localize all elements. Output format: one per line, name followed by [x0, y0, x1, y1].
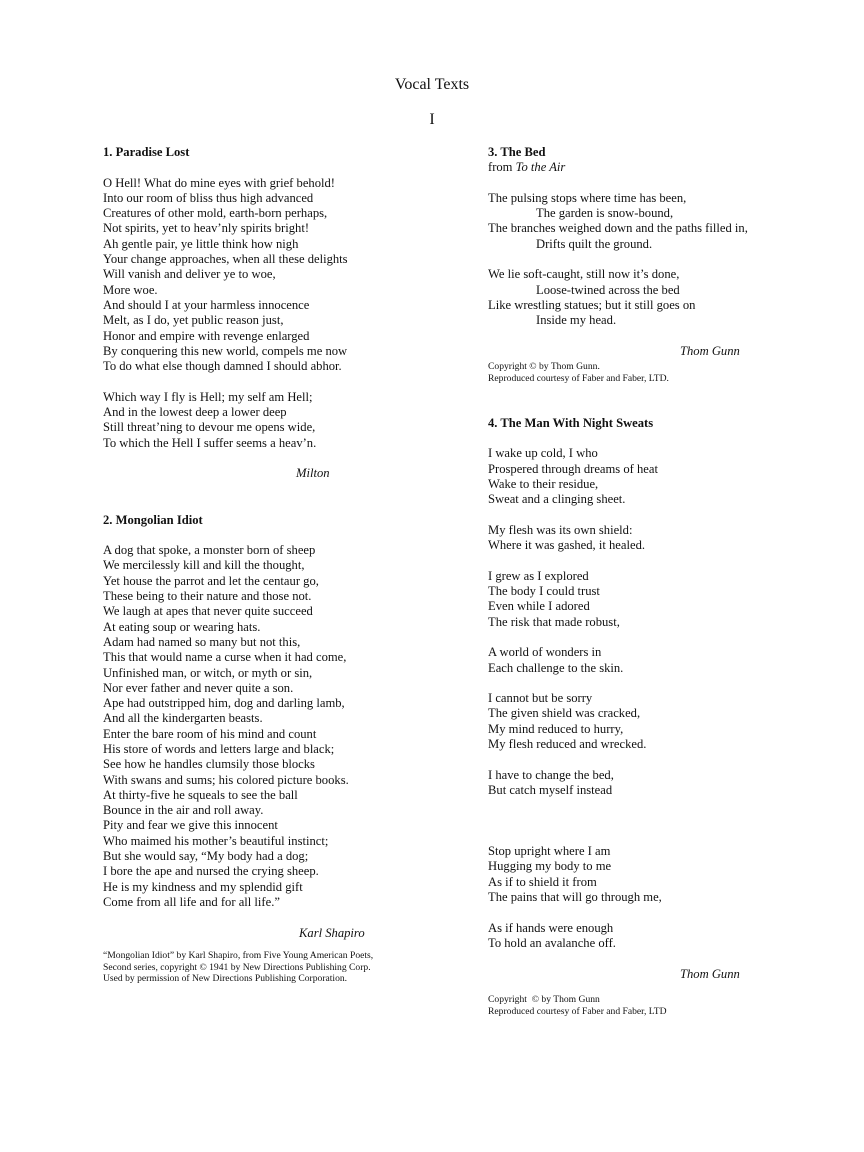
verse-line: By conquering this new world, compels me now [103, 343, 348, 358]
stanza [103, 543, 433, 910]
left-column [103, 145, 433, 985]
poem-paradise-lost [103, 145, 433, 482]
stanza [488, 691, 788, 752]
verse-line: The body I could trust [488, 584, 600, 599]
copyright-credit [488, 994, 788, 1018]
verse-line-indented: Loose-twined across the bed [536, 282, 680, 297]
poem-title: 4. The Man With Night Sweats [488, 415, 654, 430]
verse-line: Nor ever father and never quite a son. [103, 680, 294, 695]
poem-title: 1. Paradise Lost [103, 145, 190, 159]
poem-man-with-night-sweats [488, 416, 788, 1018]
verse-line: We laugh at apes that never quite succeed [103, 604, 313, 619]
credit-line: Reproduced courtesy of Faber and Faber, LTD [488, 1005, 667, 1017]
verse-line: To do what else though damned I should abhor. [103, 359, 342, 374]
source-prefix: from [488, 160, 516, 175]
verse-line-indented: The garden is snow-bound, [536, 206, 674, 221]
verse-line: Sweat and a clinging sheet. [488, 492, 626, 507]
poem-title: 3. The Bed [488, 145, 546, 159]
verse-line: Come from all life and for all life.” [103, 894, 280, 909]
verse-line: But she would say, “My body had a dog; [103, 849, 309, 864]
verse-line: I wake up cold, I who [488, 446, 598, 461]
verse-line: Enter the bare room of his mind and count [103, 726, 317, 741]
verse-line: The pains that will go through me, [488, 890, 662, 905]
credit-line: “Mongolian Idiot” by Karl Shapiro, from Five Young American Poets, [103, 949, 374, 961]
stanza [103, 176, 433, 375]
verse-line: Which way I fly is Hell; my self am Hell; [103, 389, 313, 404]
verse-line: Adam had named so many but not this, [103, 634, 301, 649]
verse-line: The given shield was cracked, [488, 706, 641, 721]
stanza [488, 267, 788, 328]
verse-line: Ape had outstripped him, dog and darling lamb, [103, 696, 345, 711]
verse-line: Like wrestling statues; but it still goes on [488, 297, 696, 312]
source-title: To the Air [515, 160, 566, 175]
verse-line: And all the kindergarten beasts. [103, 711, 263, 726]
copyright-credit [488, 361, 788, 385]
verse-line: Will vanish and deliver ye to woe, [103, 267, 276, 282]
stanza [488, 921, 788, 952]
verse-line: These being to their nature and those not. [103, 589, 312, 604]
verse-line: Ah gentle pair, ye little think how nigh [103, 236, 299, 251]
verse-line: And should I at your harmless innocence [103, 297, 310, 312]
stanza [488, 446, 788, 507]
verse-line: My mind reduced to hurry, [488, 721, 624, 736]
poem-author: Thom Gunn [680, 343, 740, 358]
verse-line: The pulsing stops where time has been, [488, 190, 687, 205]
verse-line: Honor and empire with revenge enlarged [103, 328, 310, 343]
verse-line-indented: Inside my head. [536, 313, 617, 328]
poem-the-bed [488, 145, 788, 385]
verse-line: At thirty-five he squeals to see the ball [103, 787, 298, 802]
stanza [488, 191, 788, 252]
verse-line: Still threat’ning to devour me opens wide, [103, 420, 316, 435]
verse-line: Yet house the parrot and let the centaur go, [103, 573, 319, 588]
verse-line: And in the lowest deep a lower deep [103, 405, 287, 420]
stanza [488, 844, 788, 905]
verse-line: Your change approaches, when all these delights [103, 252, 348, 267]
credit-line: Used by permission of New Directions Publishing Corporation. [103, 973, 348, 985]
verse-line: As if hands were enough [488, 920, 614, 935]
verse-line: I cannot but be sorry [488, 691, 593, 706]
verse-line: More woe. [103, 282, 158, 297]
credit-line: Second series, copyright © 1941 by New Directions Publishing Corp. [103, 961, 371, 973]
poem-author: Karl Shapiro [299, 925, 365, 940]
verse-line: See how he handles clumsily those blocks [103, 757, 315, 772]
verse-line: Into our room of bliss thus high advanced [103, 190, 314, 205]
verse-line: His store of words and letters large and black; [103, 741, 335, 756]
verse-line: To hold an avalanche off. [488, 935, 616, 950]
verse-line: Each challenge to the skin. [488, 660, 624, 675]
verse-line: My flesh was its own shield: [488, 522, 633, 537]
verse-line: The branches weighed down and the paths filled in, [488, 221, 748, 236]
section-numeral: I [429, 111, 435, 128]
credit-line: Reproduced courtesy of Faber and Faber, LTD. [488, 372, 669, 384]
verse-line: I grew as I explored [488, 568, 589, 583]
verse-line: But catch myself instead [488, 782, 613, 797]
verse-line: Who maimed his mother’s beautiful instinct; [103, 833, 329, 848]
page-title: Vocal Texts [394, 76, 470, 93]
poem-title: 2. Mongolian Idiot [103, 512, 203, 527]
verse-line: A dog that spoke, a monster born of sheep [103, 543, 316, 558]
poem-author: Milton [296, 466, 330, 481]
stanza [103, 390, 433, 451]
credit-line: Copyright © by Thom Gunn [488, 993, 600, 1005]
stanza [488, 569, 788, 630]
verse-line: The risk that made robust, [488, 614, 620, 629]
verse-line: Where it was gashed, it healed. [488, 538, 646, 553]
verse-line: Not spirits, yet to heav’nly spirits bright! [103, 221, 310, 236]
verse-line: Pity and fear we give this innocent [103, 818, 278, 833]
credit-line: Copyright © by Thom Gunn. [488, 361, 600, 373]
stanza [488, 768, 788, 799]
verse-line: O Hell! What do mine eyes with grief behold! [103, 175, 335, 190]
verse-line: With swans and sums; his colored picture books. [103, 772, 349, 787]
verse-line: I bore the ape and nursed the crying sheep. [103, 864, 319, 879]
verse-line: A world of wonders in [488, 645, 602, 660]
poem-source [488, 160, 788, 175]
verse-line-indented: Drifts quilt the ground. [536, 236, 653, 251]
verse-line: Prospered through dreams of heat [488, 461, 658, 476]
verse-line: Melt, as I do, yet public reason just, [103, 313, 284, 328]
right-column [488, 145, 788, 1017]
copyright-credit [103, 950, 433, 985]
verse-line: This that would name a curse when it had come, [103, 650, 347, 665]
verse-line: Even while I adored [488, 599, 590, 614]
verse-line: I have to change the bed, [488, 767, 614, 782]
verse-line: Wake to their residue, [488, 476, 599, 491]
verse-line: Stop upright where I am [488, 844, 611, 859]
verse-line: My flesh reduced and wrecked. [488, 736, 647, 751]
verse-line: Bounce in the air and roll away. [103, 803, 264, 818]
verse-line: Creatures of other mold, earth-born perhaps, [103, 206, 328, 221]
verse-line: We mercilessly kill and kill the thought, [103, 558, 305, 573]
stanza [488, 523, 788, 554]
verse-line: To which the Hell I suffer seems a heav’n. [103, 435, 317, 450]
verse-line: We lie soft-caught, still now it’s done, [488, 267, 680, 282]
verse-line: He is my kindness and my splendid gift [103, 879, 303, 894]
verse-line: As if to shield it from [488, 874, 597, 889]
stanza [488, 645, 788, 676]
verse-line: Unfinished man, or witch, or myth or sin, [103, 665, 313, 680]
poem-author: Thom Gunn [680, 966, 740, 981]
verse-line: At eating soup or wearing hats. [103, 619, 261, 634]
verse-line: Hugging my body to me [488, 859, 612, 874]
poem-mongolian-idiot [103, 513, 433, 986]
